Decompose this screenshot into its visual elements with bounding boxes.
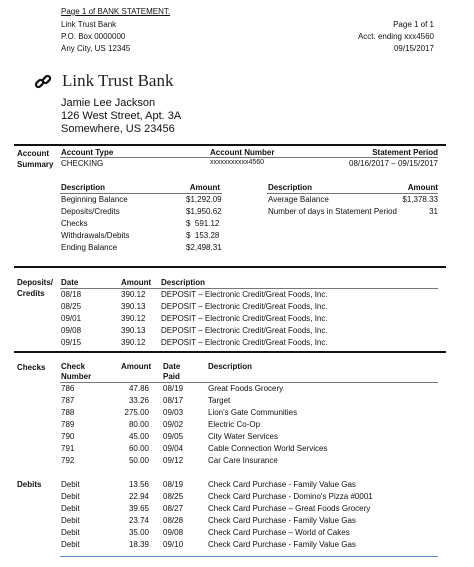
check-desc: Cable Connection World Services <box>208 444 328 453</box>
check-date: 09/12 <box>163 456 184 465</box>
brand-name: Link Trust Bank <box>62 71 174 90</box>
debit-amount: 22.94 <box>128 492 149 501</box>
deposit-date: 08/18 <box>61 290 82 299</box>
check-number: 790 <box>61 432 75 441</box>
checks-col-check: Check <box>61 362 86 371</box>
summary-row-desc: Average Balance <box>268 195 329 204</box>
debit-desc: Check Card Purchase - Family Value Gas <box>208 540 356 549</box>
debit-amount: 23.74 <box>128 516 149 525</box>
debit-type: Debit <box>61 528 80 537</box>
debit-date: 09/10 <box>163 540 184 549</box>
debit-type: Debit <box>61 540 80 549</box>
deposit-amount: 390.12 <box>121 338 146 347</box>
deposit-date: 09/08 <box>61 326 82 335</box>
checks-col-amount: Amount <box>121 362 152 371</box>
account-number: xxxxxxxxxxx4560 <box>210 159 265 166</box>
deposit-desc: DEPOSIT – Electronic Credit/Great Foods, Inc. <box>161 314 328 323</box>
deposits-label-1: Deposits/ <box>17 278 54 287</box>
summary-left-amt-head: Amount <box>189 183 220 192</box>
check-number: 786 <box>61 384 75 393</box>
summary-row-amt: $1,378.33 <box>402 195 438 204</box>
debit-type: Debit <box>61 504 80 513</box>
divider <box>14 144 446 146</box>
col-account-number: Account Number <box>210 148 275 157</box>
deposit-amount: 390.12 <box>121 314 146 323</box>
summary-right-amt-head: Amount <box>407 183 438 192</box>
header-page-of: Page 1 of 1 <box>393 20 434 29</box>
deposit-amount: 390.13 <box>121 326 146 335</box>
divider <box>60 157 438 158</box>
check-amount: 47.86 <box>128 384 149 393</box>
deposit-desc: DEPOSIT – Electronic Credit/Great Foods, Inc. <box>161 326 328 335</box>
customer-city: Somewhere, US 23456 <box>61 123 175 135</box>
summary-row-amt: $ 591.12 <box>186 219 220 228</box>
deposit-amount: 390.13 <box>121 302 146 311</box>
summary-row-desc: Deposits/Credits <box>61 207 120 216</box>
debit-amount: 18.39 <box>128 540 149 549</box>
header-bank-name: Link Trust Bank <box>61 20 117 29</box>
debit-date: 08/27 <box>163 504 184 513</box>
debit-date: 08/25 <box>163 492 184 501</box>
check-date: 09/05 <box>163 432 184 441</box>
deposit-date: 09/15 <box>61 338 82 347</box>
check-desc: Great Foods Grocery <box>208 384 284 393</box>
summary-row-amt: 31 <box>429 207 438 216</box>
check-amount: 45.00 <box>128 432 149 441</box>
customer-name: Jamie Lee Jackson <box>61 97 156 109</box>
check-desc: Car Care Insurance <box>208 456 278 465</box>
divider <box>267 193 438 194</box>
summary-row-desc: Beginning Balance <box>61 195 128 204</box>
check-date: 09/04 <box>163 444 184 453</box>
check-amount: 80.00 <box>128 420 149 429</box>
summary-row-desc: Ending Balance <box>61 243 118 252</box>
debit-desc: Check Card Purchase - Domino's Pizza #0001 <box>208 492 373 501</box>
check-date: 09/02 <box>163 420 184 429</box>
debit-date: 08/19 <box>163 480 184 489</box>
check-number: 788 <box>61 408 75 417</box>
divider <box>60 288 438 289</box>
summary-row-amt: $1,292.09 <box>186 195 222 204</box>
header-address2: Any City, US 12345 <box>61 44 131 53</box>
checks-col-desc: Description <box>208 362 253 371</box>
divider <box>60 193 222 194</box>
debit-date: 09/08 <box>163 528 184 537</box>
check-amount: 33.26 <box>128 396 149 405</box>
debits-label: Debits <box>17 480 42 489</box>
debit-desc: Check Card Purchase – Great Foods Grocery <box>208 504 371 513</box>
divider <box>14 351 446 353</box>
summary-row-desc: Number of days in Statement Period <box>268 207 397 216</box>
account-type: CHECKING <box>61 159 104 168</box>
check-desc: Lion's Gate Communities <box>208 408 298 417</box>
check-desc: Target <box>208 396 231 405</box>
debit-amount: 35.00 <box>128 528 149 537</box>
checks-col-paid: Paid <box>163 372 180 381</box>
divider <box>60 556 438 557</box>
customer-street: 126 West Street, Apt. 3A <box>61 110 182 122</box>
summary-row-amt: $2,498.31 <box>186 243 222 252</box>
checks-col-number: Number <box>61 372 92 381</box>
deposit-date: 09/01 <box>61 314 82 323</box>
check-desc: City Water Services <box>208 432 278 441</box>
summary-left-desc-head: Description <box>61 183 106 192</box>
summary-row-desc: Checks <box>61 219 88 228</box>
debit-amount: 39.65 <box>128 504 149 513</box>
debit-desc: Check Card Purchase - Family Value Gas <box>208 516 356 525</box>
deposit-amount: 390.12 <box>121 290 146 299</box>
check-number: 787 <box>61 396 75 405</box>
header-date: 09/15/2017 <box>393 44 434 53</box>
debit-desc: Check Card Purchase - Family Value Gas <box>208 480 356 489</box>
check-amount: 275.00 <box>124 408 149 417</box>
divider <box>60 382 438 383</box>
header-address1: P.O. Box 0000000 <box>61 32 126 41</box>
deposit-desc: DEPOSIT – Electronic Credit/Great Foods, Inc. <box>161 302 328 311</box>
check-number: 791 <box>61 444 75 453</box>
summary-label-1: Account <box>17 149 49 158</box>
check-date: 09/03 <box>163 408 184 417</box>
deposits-col-date: Date <box>61 278 79 287</box>
page-label: Page 1 of BANK STATEMENT: <box>61 7 171 16</box>
debit-amount: 13.56 <box>128 480 149 489</box>
deposit-date: 08/25 <box>61 302 82 311</box>
deposit-desc: DEPOSIT – Electronic Credit/Great Foods, Inc. <box>161 338 328 347</box>
summary-row-amt: $ 153.28 <box>186 231 220 240</box>
check-number: 789 <box>61 420 75 429</box>
col-statement-period: Statement Period <box>372 148 438 157</box>
checks-col-date: Date <box>163 362 181 371</box>
summary-label-2: Summary <box>17 160 54 169</box>
deposits-col-amount: Amount <box>121 278 152 287</box>
debit-date: 08/28 <box>163 516 184 525</box>
statement-period: 08/16/2017 – 09/15/2017 <box>349 159 438 168</box>
check-amount: 50.00 <box>128 456 149 465</box>
check-number: 792 <box>61 456 75 465</box>
summary-row-desc: Withdrawals/Debits <box>61 231 130 240</box>
debit-desc: Check Card Purchase – World of Cakes <box>208 528 350 537</box>
check-date: 08/17 <box>163 396 184 405</box>
check-desc: Electric Co-Op <box>208 420 261 429</box>
divider <box>14 266 446 268</box>
check-date: 08/19 <box>163 384 184 393</box>
deposit-desc: DEPOSIT – Electronic Credit/Great Foods, Inc. <box>161 290 328 299</box>
debit-type: Debit <box>61 480 80 489</box>
debit-type: Debit <box>61 516 80 525</box>
link-icon <box>34 73 52 91</box>
col-account-type: Account Type <box>61 148 114 157</box>
deposits-label-2: Credits <box>17 289 45 298</box>
debit-type: Debit <box>61 492 80 501</box>
summary-row-amt: $1,950.62 <box>186 207 222 216</box>
summary-right-desc-head: Description <box>268 183 313 192</box>
deposits-col-desc: Description <box>161 278 206 287</box>
header-acct-ending: Acct. ending xxx4560 <box>357 32 434 41</box>
check-amount: 60.00 <box>128 444 149 453</box>
checks-label: Checks <box>17 363 46 372</box>
